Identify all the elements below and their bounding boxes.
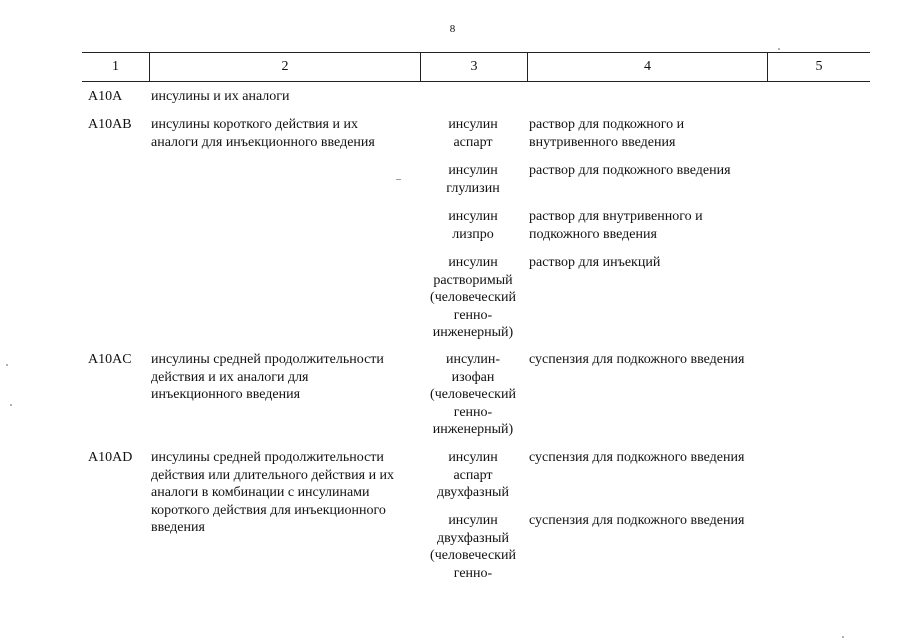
scan-speck [6,364,8,366]
header-cell-3: 3 [470,59,478,74]
table-header-row [82,52,870,82]
scan-speck [10,404,12,406]
dosage-form: раствор для внутривенного и подкожного введения [529,209,703,242]
header-cell-1: 1 [112,59,119,74]
drug-name: инсулин- изофан (человеческий генно- инженерный) [430,352,516,437]
dosage-form: суспензия для подкожного введения [529,450,745,465]
header-cell-2: 2 [281,59,289,74]
dosage-form: суспензия для подкожного введения [529,513,745,528]
group-name: инсулины и их аналоги [151,89,290,104]
atc-code: A10AD [88,450,133,465]
atc-code: A10A [88,89,123,104]
dosage-form: суспензия для подкожного введения [529,352,745,367]
group-name: инсулины средней продолжительности действия и их аналоги для инъекционного введения [151,352,384,402]
header-cell-5: 5 [815,59,823,74]
drug-name: инсулин лизпро [448,209,498,242]
group-name: инсулины средней продолжительности действия или длительного действия и их аналоги в комбинации с инсулинами короткого действия для инъекционного введения [151,450,395,535]
header-cell-4: 4 [644,59,651,74]
drug-name: инсулин двухфазный (человеческий генно- [430,513,516,581]
drug-name: инсулин аспарт [448,117,498,150]
page-number: 8 [449,23,456,35]
atc-code: A10AC [88,352,132,367]
dosage-form: раствор для подкожного введения [529,163,731,178]
group-name: инсулины короткого действия и их аналоги для инъекционного введения [151,117,375,150]
scan-speck [396,179,401,180]
scan-speck [842,636,844,638]
dosage-form: раствор для инъекций [529,255,661,270]
dosage-form: раствор для подкожного и внутривенного введения [529,117,685,150]
drug-name: инсулин аспарт двухфазный [437,450,509,500]
drug-name: инсулин растворимый (человеческий генно- инженерный) [430,255,516,340]
scan-speck [778,48,780,50]
atc-code: A10AB [88,117,132,132]
drug-name: инсулин глулизин [446,163,500,196]
